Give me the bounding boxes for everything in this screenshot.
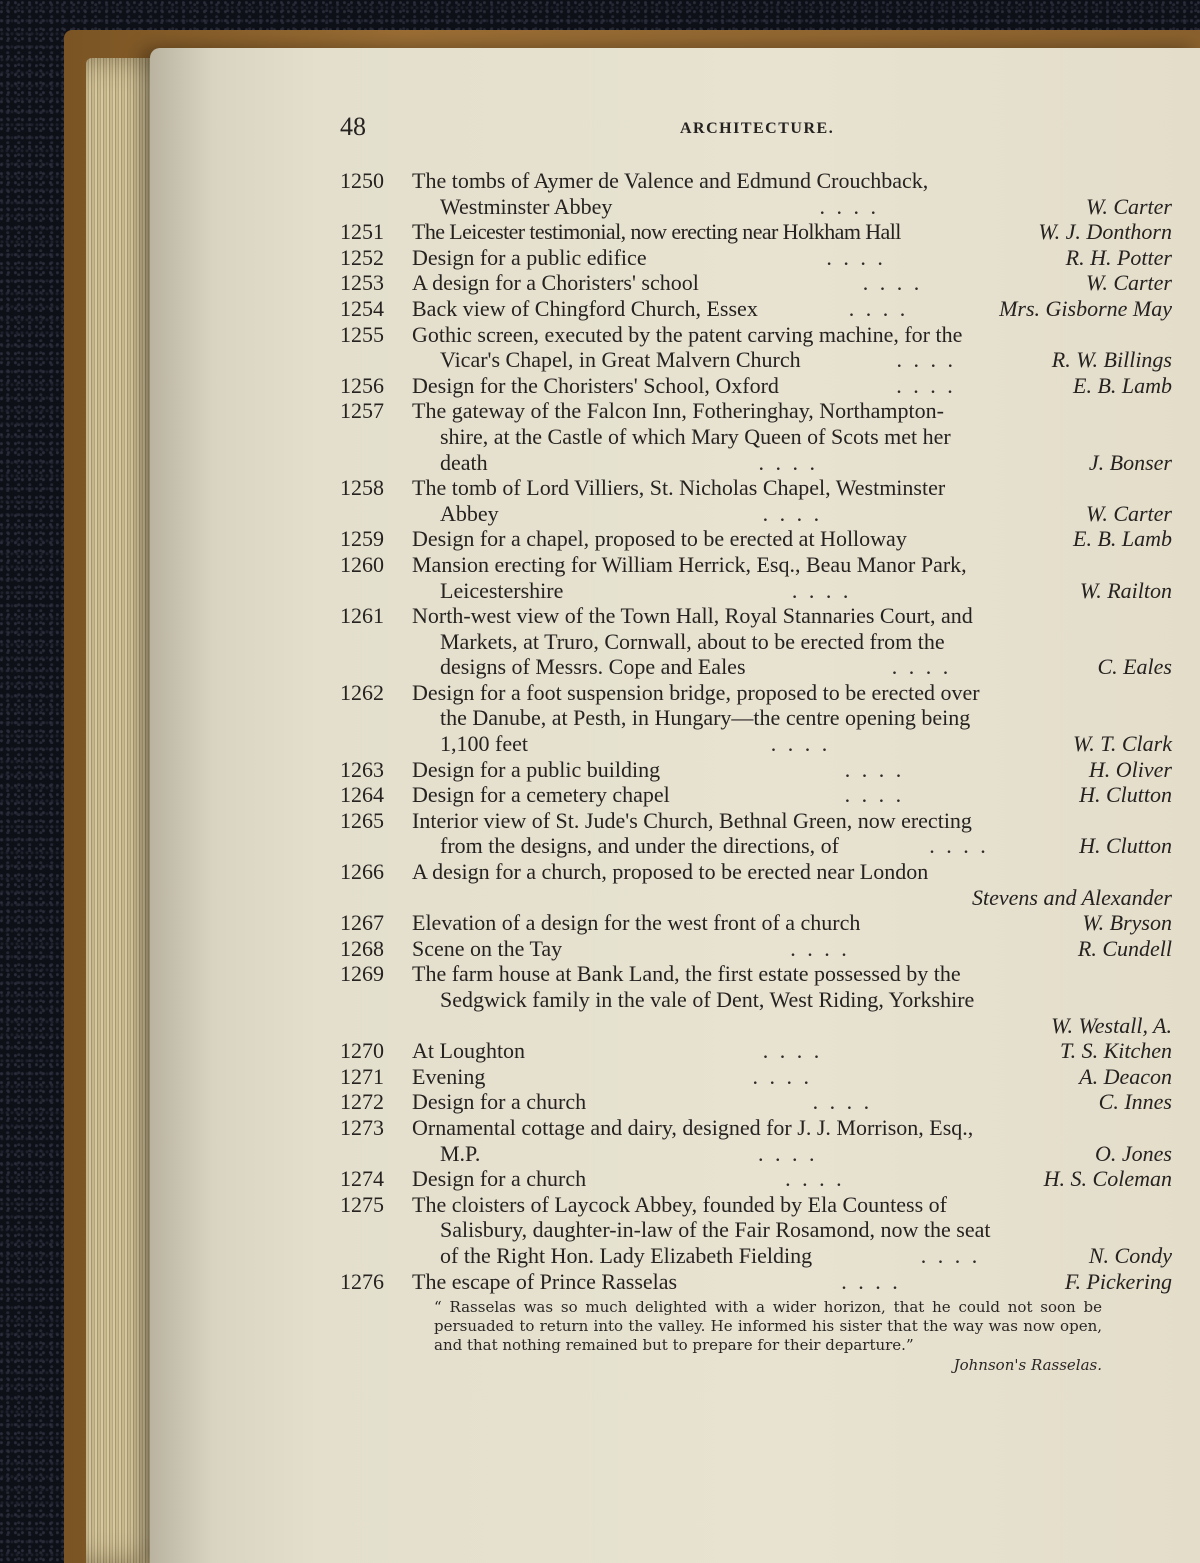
entry-line [340, 475, 1172, 501]
leader-dots: . . . . [841, 1268, 901, 1294]
entry-title: Mansion erecting for William Herrick, Esq., Beau Manor Park, [412, 551, 967, 577]
entry-number: 1270 [340, 1038, 384, 1064]
entry-line [340, 1013, 1172, 1039]
catalogue-entry [340, 1269, 1172, 1295]
entry-title: Scene on the Tay [412, 935, 563, 961]
entry-number: 1255 [340, 321, 384, 347]
entry-line [340, 322, 1172, 348]
entry-artist: W. Westall, A. [1051, 1012, 1172, 1038]
entry-title: of the Right Hon. Lady Elizabeth Fielding [440, 1242, 813, 1268]
entry-title: Design for a foot suspension bridge, proposed to be erected over [412, 679, 980, 705]
entry-title: Evening [412, 1063, 486, 1089]
entry-line [340, 1166, 1172, 1192]
entry-title: shire, at the Castle of which Mary Queen of Scots met her [440, 423, 951, 449]
entry-line [340, 859, 1172, 885]
entry-title: Westminster Abbey [440, 193, 613, 219]
entry-line [340, 680, 1172, 706]
leader-dots: . . . . [896, 347, 956, 373]
entry-title: Interior view of St. Jude's Church, Bethnal Green, now erecting [412, 807, 972, 833]
catalogue-entry [340, 1089, 1172, 1115]
entry-artist: Stevens and Alexander [972, 884, 1172, 910]
entry-title: 1,100 feet [440, 731, 528, 757]
entry-artist: W. Railton [1079, 577, 1172, 603]
entry-number: 1257 [340, 398, 384, 424]
catalogue-entry [340, 296, 1172, 322]
catalogue-entry [340, 603, 1172, 680]
entry-line [340, 168, 1172, 194]
entry-number: 1263 [340, 756, 384, 782]
page-content [340, 112, 1172, 1375]
leader-dots: . . . . [896, 372, 956, 398]
catalogue-entry [340, 859, 1172, 910]
entry-artist: W. Carter [1086, 270, 1172, 296]
quotation-text: “ Rasselas was so much delighted with a wider horizon, that he could not soon be persuaded to return into the valley. He informed his sister that the way was now open, and that nothing remained but to prepare for their departure.” [434, 1298, 1102, 1355]
catalogue-entry [340, 936, 1172, 962]
entry-artist: W. Bryson [1082, 910, 1172, 936]
leader-dots: . . . . [826, 244, 886, 270]
entry-artist: W. J. Donthorn [1038, 219, 1172, 245]
entry-number: 1268 [340, 935, 384, 961]
entry-title: The tomb of Lord Villiers, St. Nicholas Chapel, Westminster [412, 475, 946, 501]
entry-number: 1264 [340, 782, 384, 808]
entry-title: Salisbury, daughter-in-law of the Fair Rosamond, now the seat [440, 1217, 991, 1243]
entry-line [340, 961, 1172, 987]
entry-title: Leicestershire [440, 577, 564, 603]
entry-artist: R. Cundell [1077, 935, 1172, 961]
entry-title: death [440, 449, 488, 475]
leader-dots: . . . . [758, 449, 819, 475]
catalogue-entry [340, 526, 1172, 552]
leader-dots: . . . . [770, 731, 831, 757]
entry-line [340, 654, 1172, 680]
leader-dots: . . . . [757, 1140, 818, 1166]
entry-line [340, 501, 1172, 527]
entry-artist: O. Jones [1095, 1140, 1172, 1166]
catalogue-entry [340, 782, 1172, 808]
entry-number: 1272 [340, 1089, 384, 1115]
leader-dots: . . . . [791, 577, 852, 603]
catalogue-entry [340, 808, 1172, 859]
entry-line [340, 629, 1172, 655]
quotation [340, 1298, 1172, 1375]
entry-title: The farm house at Bank Land, the first estate possessed by the [412, 961, 961, 987]
entry-line [340, 245, 1172, 271]
leader-dots: . . . . [862, 270, 923, 296]
entry-artist: W. T. Clark [1072, 731, 1172, 757]
entry-number: 1253 [340, 270, 384, 296]
entry-title: Design for the Choristers' School, Oxford [412, 372, 779, 398]
catalogue-entry [340, 245, 1172, 271]
entry-line [340, 1064, 1172, 1090]
entry-line [340, 373, 1172, 399]
entry-number: 1254 [340, 295, 384, 321]
entry-artist: R. H. Potter [1065, 244, 1172, 270]
entry-title: The escape of Prince Rasselas [412, 1268, 678, 1294]
entry-line [340, 1269, 1172, 1295]
entry-title: designs of Messrs. Cope and Eales [440, 654, 746, 680]
page-header [340, 112, 1172, 168]
entry-artist: W. Carter [1086, 500, 1172, 526]
entry-number: 1256 [340, 372, 384, 398]
entry-title: The tombs of Aymer de Valence and Edmund Crouchback, [412, 168, 929, 193]
catalogue-entries [340, 168, 1172, 1294]
entry-artist: H. Clutton [1079, 833, 1172, 859]
entry-title: A design for a church, proposed to be erected near London [412, 859, 929, 885]
entry-title: Back view of Chingford Church, Essex [412, 295, 758, 321]
entry-title: Design for a public edifice [412, 244, 647, 270]
catalogue-entry [340, 1192, 1172, 1269]
entry-artist: N. Condy [1088, 1242, 1172, 1268]
running-head: ARCHITECTURE. [680, 120, 835, 137]
entry-number: 1276 [340, 1268, 384, 1294]
entry-line [340, 603, 1172, 629]
entry-artist: C. Innes [1098, 1089, 1172, 1115]
entry-line [340, 936, 1172, 962]
entry-title: the Danube, at Pesth, in Hungary—the centre opening being [440, 705, 971, 731]
entry-line [340, 1217, 1172, 1243]
entry-number: 1269 [340, 961, 384, 987]
entry-line [340, 782, 1172, 808]
catalogue-entry [340, 961, 1172, 1038]
leader-dots: . . . . [790, 935, 850, 961]
catalogue-entry [340, 270, 1172, 296]
leader-dots: . . . . [929, 833, 989, 859]
entry-number: 1274 [340, 1166, 384, 1192]
catalogue-entry [340, 1166, 1172, 1192]
entry-artist: H. S. Coleman [1043, 1166, 1172, 1192]
entry-number: 1275 [340, 1191, 384, 1217]
entry-title: The gateway of the Falcon Inn, Fotheringhay, Northampton- [412, 398, 944, 424]
entry-artist: A. Deacon [1079, 1063, 1172, 1089]
entry-artist: J. Bonser [1088, 449, 1172, 475]
entry-line [340, 398, 1172, 424]
entry-number: 1265 [340, 807, 384, 833]
entry-line [340, 296, 1172, 322]
entry-title: from the designs, and under the directions, of [440, 833, 839, 859]
catalogue-entry [340, 910, 1172, 936]
entry-artist: H. Clutton [1079, 782, 1172, 808]
entry-number: 1259 [340, 526, 384, 552]
entry-title: Design for a cemetery chapel [412, 782, 670, 808]
entry-title: Abbey [440, 500, 499, 526]
catalogue-entry [340, 475, 1172, 526]
leader-dots: . . . . [785, 1166, 845, 1192]
entry-artist: E. B. Lamb [1073, 526, 1172, 552]
entry-title: Markets, at Truro, Cornwall, about to be erected from the [440, 628, 945, 654]
entry-number: 1252 [340, 244, 384, 270]
catalogue-entry [340, 757, 1172, 783]
entry-number: 1250 [340, 168, 384, 193]
entry-line [340, 910, 1172, 936]
entry-line [340, 808, 1172, 834]
entry-title: North-west view of the Town Hall, Royal Stannaries Court, and [412, 603, 973, 629]
entry-number: 1261 [340, 603, 384, 629]
entry-title: M.P. [440, 1140, 481, 1166]
entry-title: Sedgwick family in the vale of Dent, West Riding, Yorkshire [440, 987, 975, 1012]
leader-dots: . . . . [752, 1063, 812, 1089]
entry-line [340, 270, 1172, 296]
leader-dots: . . . . [848, 295, 909, 321]
entry-title: At Loughton [412, 1038, 526, 1064]
entry-line [340, 219, 1172, 245]
entry-number: 1267 [340, 910, 384, 936]
entry-number: 1258 [340, 475, 384, 501]
entry-line [340, 194, 1172, 220]
entry-line [340, 757, 1172, 783]
entry-number: 1260 [340, 551, 384, 577]
entry-title: Gothic screen, executed by the patent carving machine, for the [412, 321, 963, 347]
entry-title: Design for a public building [412, 756, 661, 782]
entry-line [340, 1141, 1172, 1167]
entry-artist: T. S. Kitchen [1059, 1038, 1172, 1064]
entry-title: Design for a church [412, 1089, 587, 1115]
leader-dots: . . . . [762, 500, 823, 526]
entry-artist: H. Oliver [1088, 756, 1172, 782]
entry-title: A design for a Choristers' school [412, 270, 699, 296]
entry-line [340, 1089, 1172, 1115]
leader-dots: . . . . [762, 1038, 823, 1064]
entry-line [340, 347, 1172, 373]
entry-line [340, 705, 1172, 731]
entry-title: The cloisters of Laycock Abbey, founded by Ela Countess of [412, 1191, 947, 1217]
entry-artist: E. B. Lamb [1073, 372, 1172, 398]
entry-title: The Leicester testimonial, now erecting near Holkham Hall [412, 219, 901, 245]
entry-title: Elevation of a design for the west front of a church [412, 910, 861, 936]
entry-artist: W. Carter [1086, 193, 1172, 219]
entry-number: 1266 [340, 859, 384, 885]
entry-line [340, 526, 1172, 552]
entry-number: 1273 [340, 1114, 384, 1140]
entry-line [340, 885, 1172, 911]
catalogue-entry [340, 680, 1172, 757]
catalogue-entry [340, 398, 1172, 475]
leader-dots: . . . . [812, 1089, 873, 1115]
entry-line [340, 833, 1172, 859]
leader-dots: . . . . [920, 1242, 981, 1268]
entry-line [340, 987, 1172, 1013]
catalogue-entry [340, 1064, 1172, 1090]
entry-title: Design for a chapel, proposed to be erected at Holloway [412, 526, 907, 552]
catalogue-entry [340, 1038, 1172, 1064]
leader-dots: . . . . [891, 654, 952, 680]
entry-line [340, 1243, 1172, 1269]
entry-line [340, 731, 1172, 757]
entry-number: 1262 [340, 679, 384, 705]
entry-number: 1271 [340, 1063, 384, 1089]
entry-title: Ornamental cottage and dairy, designed for J. J. Morrison, Esq., [412, 1114, 974, 1140]
entry-line [340, 424, 1172, 450]
entry-artist: Mrs. Gisborne May [999, 295, 1172, 321]
leader-dots: . . . . [819, 193, 879, 219]
leader-dots: . . . . [844, 782, 905, 808]
entry-artist: C. Eales [1097, 654, 1172, 680]
entry-title: Design for a church [412, 1166, 587, 1192]
catalogue-entry [340, 1115, 1172, 1166]
catalogue-entry [340, 168, 1172, 219]
catalogue-entry [340, 322, 1172, 373]
entry-title: Vicar's Chapel, in Great Malvern Church [440, 347, 801, 373]
entry-line [340, 552, 1172, 578]
entry-line [340, 1115, 1172, 1141]
entry-artist: R. W. Billings [1051, 347, 1172, 373]
catalogue-entry [340, 552, 1172, 603]
entry-line [340, 578, 1172, 604]
entry-number: 1251 [340, 219, 384, 245]
page-number: 48 [340, 112, 366, 141]
entry-line [340, 1038, 1172, 1064]
entry-artist: F. Pickering [1064, 1268, 1172, 1294]
quotation-source: Johnson's Rasselas. [953, 1356, 1102, 1375]
catalogue-entry [340, 219, 1172, 245]
entry-line [340, 1192, 1172, 1218]
leader-dots: . . . . [844, 756, 905, 782]
catalogue-entry [340, 373, 1172, 399]
entry-line [340, 450, 1172, 476]
